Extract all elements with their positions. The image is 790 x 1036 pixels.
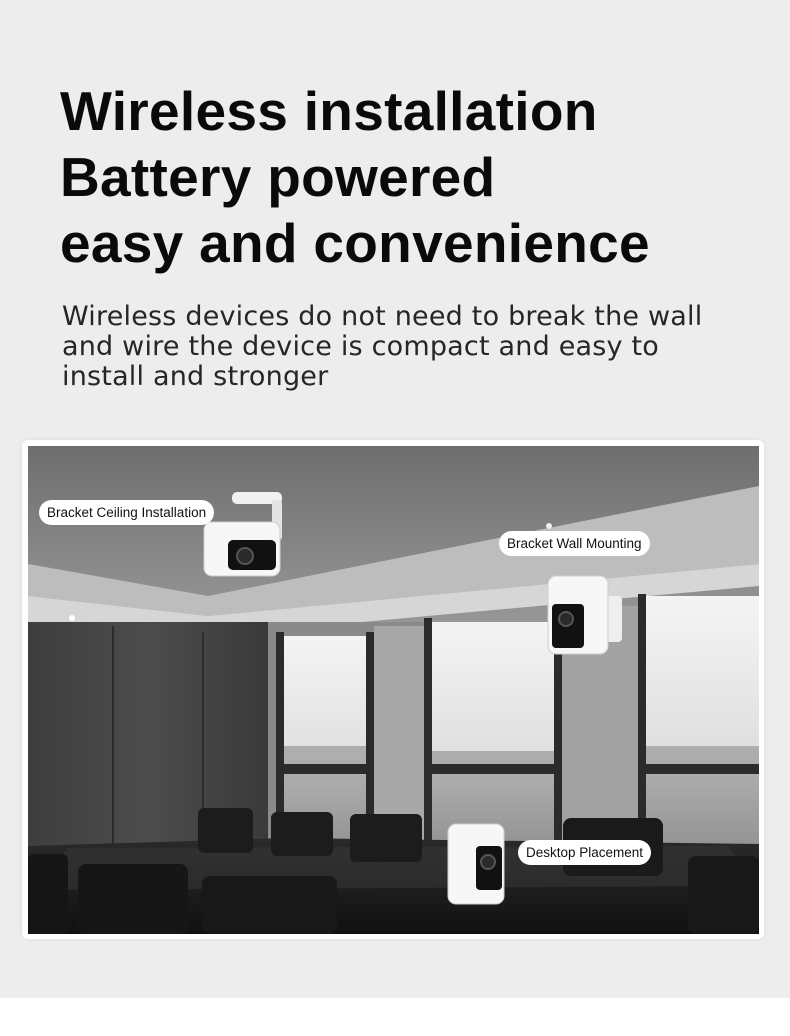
headline xyxy=(60,78,650,276)
headline-line-2: Battery powered xyxy=(60,146,496,208)
photo-frame xyxy=(22,440,764,939)
desktop-camera xyxy=(448,824,504,904)
headline-line-1: Wireless installation xyxy=(60,80,598,142)
description: Wireless devices do not need to break the wall and wire the device is compact and easy to install and stronger xyxy=(62,301,703,392)
label-desktop: Desktop Placement xyxy=(518,840,651,865)
label-bracket-wall: Bracket Wall Mounting xyxy=(499,531,650,556)
label-bracket-ceiling: Bracket Ceiling Installation xyxy=(39,500,214,525)
bottom-strip xyxy=(0,998,790,1036)
conference-room-photo xyxy=(28,446,759,934)
headline-line-3: easy and convenience xyxy=(60,212,650,274)
